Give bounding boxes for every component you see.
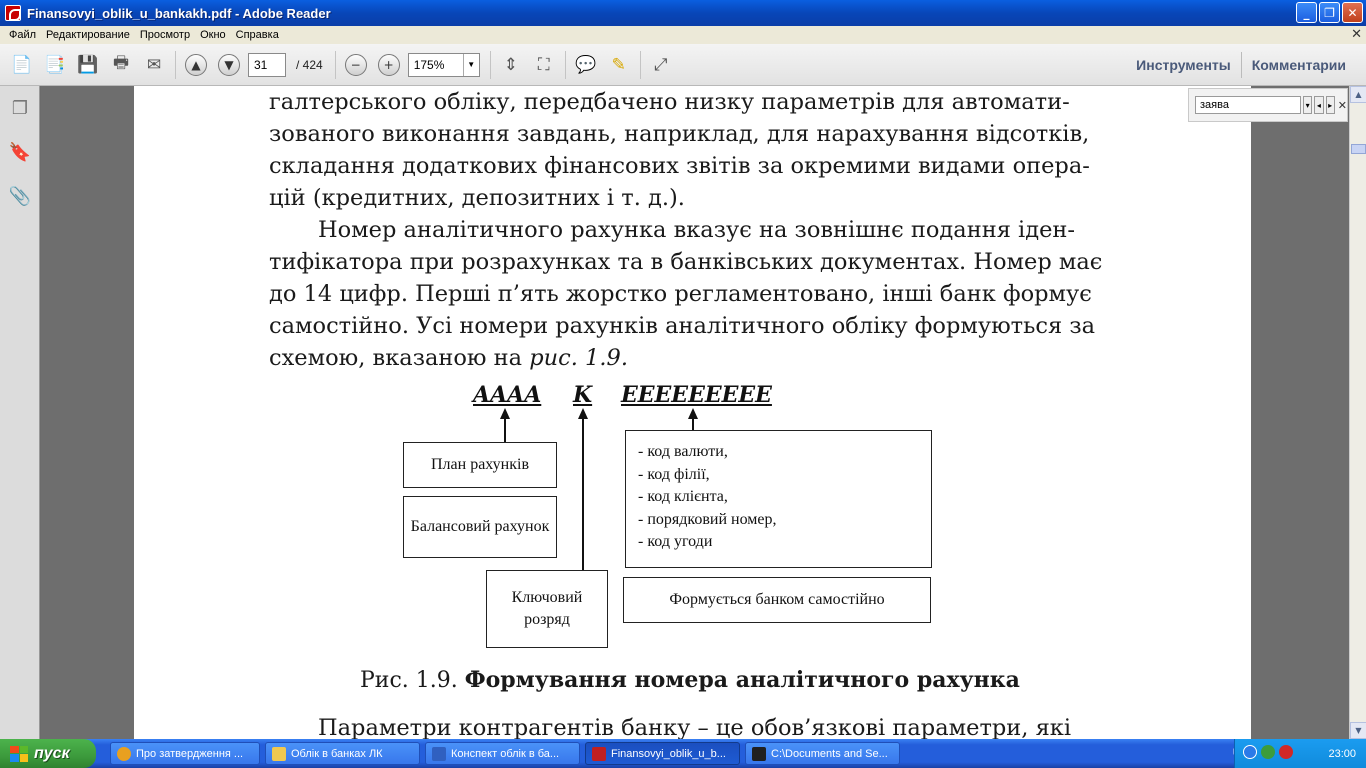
close-icon[interactable]: ✕ [1337,98,1348,112]
fit-width-icon[interactable]: ⇕ [503,54,518,75]
clock: 23:00 [1328,747,1356,760]
find-toolbar [1188,88,1348,122]
page-thumbnails-icon[interactable]: ❐ [11,97,29,119]
folder-icon [272,747,286,761]
document-view[interactable] [41,86,1349,739]
taskbar [0,739,1366,768]
save-icon[interactable]: 💾 [77,54,99,75]
menu-file[interactable]: Файл [9,29,37,41]
menu-window[interactable]: Окно [200,29,226,41]
taskbar-item-label: Облік в банках ЛК [291,747,383,760]
caption-prefix: Рис. 1.9. [360,668,465,693]
adobe-reader-icon [592,747,606,761]
page-total: / 424 [296,57,323,72]
key-digit-box: Ключовий розряд [486,570,608,648]
find-options-icon[interactable]: ▾ [1303,96,1312,114]
attachments-icon[interactable]: 📎 [8,185,32,207]
sticky-note-icon[interactable]: 💬 [575,54,597,75]
taskbar-item[interactable] [745,742,900,765]
scroll-up-icon[interactable]: ▲ [1350,86,1366,103]
zoom-select[interactable] [408,53,480,77]
taskbar-item[interactable] [585,742,740,765]
list-item: - код угоди [638,533,713,550]
full-screen-icon[interactable]: ⤢ [653,54,668,75]
find-previous-button[interactable]: ◂ [1314,96,1323,114]
menu-help[interactable]: Справка [235,29,279,41]
flag-part [20,754,29,762]
menu-edit[interactable]: Редактирование [46,29,130,41]
text-line: зованого виконання завдань, наприклад, для нарахування відсотків, [269,121,1090,147]
fit-page-icon[interactable]: ⛶ [537,54,550,75]
close-button[interactable]: ✕ [1342,2,1363,23]
text-line: галтерського обліку, передбачено низку параметрів для автомати- [269,89,1070,115]
text-line: цій (кредитних, депозитних і т. д.). [269,185,685,211]
minus-icon: − [345,54,367,76]
adobe-reader-icon [5,5,21,21]
code-segment-k: K [573,382,593,408]
zoom-in-button[interactable] [375,51,403,79]
arrow-up-icon: ▲ [185,54,207,76]
text-line: Номер аналітичного рахунка вказує на зовнішнє подання іден- [318,217,1076,243]
menu-bar [0,26,1366,44]
minimize-button[interactable]: _ [1296,2,1317,23]
balance-account-box: Балансовий рахунок [403,496,557,558]
toolbar-separator [490,51,491,79]
text-line: складання додаткових фінансових звітів за окремими видами опера- [269,153,1090,179]
sync-icon[interactable] [1261,745,1275,759]
text-line: до 14 цифр. Перші п’ять жорстко регламентовано, інші банк формує [269,281,1092,307]
zoom-value: 175% [413,57,445,72]
email-icon[interactable]: ✉ [146,54,162,75]
window-title: Finansovyi_oblik_u_bankakh.pdf - Adobe Reader [27,5,331,21]
bookmarks-icon[interactable]: 🔖 [8,141,32,163]
taskbar-item-label: Конспект облік в ба... [451,747,560,760]
text-line: самостійно. Усі номери рахунків аналітичного обліку формуються за [269,313,1096,339]
toolbar-separator [335,51,336,79]
list-item: - код філії, [638,465,710,483]
code-segment-aaaa: AAAA [473,382,542,408]
connector-line [504,418,506,442]
taskbar-item[interactable] [425,742,580,765]
connector-line [582,418,584,570]
text-line: Параметри контрагентів банку – це обов’язкові параметри, які [318,715,1072,739]
prev-page-button[interactable] [182,51,210,79]
word-icon [432,747,446,761]
taskbar-item-label: Про затвердження ... [136,747,244,760]
system-tray [1234,739,1366,768]
plus-icon: + [378,54,400,76]
arrow-down-icon: ▼ [218,54,240,76]
windows-logo-icon [10,746,28,762]
combine-pdf-icon[interactable]: 📑 [44,54,66,75]
taskbar-item-label: C:\Documents and Se... [771,747,888,760]
page-number-input[interactable] [248,53,286,77]
scroll-down-icon[interactable]: ▼ [1350,722,1366,739]
caption-title: Формування номера аналітичного рахунка [464,667,1020,693]
taskbar-item[interactable] [110,742,260,765]
text-fragment: схемою, вказаною на [269,345,530,371]
highlight-text-icon[interactable]: ✎ [611,54,626,75]
text-line [269,345,1064,371]
toolbar-separator [565,51,566,79]
scroll-thumb[interactable] [1351,144,1366,154]
find-input[interactable] [1195,96,1301,114]
menu-view[interactable]: Просмотр [139,29,191,41]
create-pdf-icon[interactable]: 📄 [11,54,33,75]
start-button[interactable] [0,739,96,768]
pdf-page [134,86,1251,739]
comments-panel-button[interactable]: Комментарии [1251,57,1346,73]
figure-reference: рис. 1.9. [529,345,628,371]
seven-zip-icon [752,747,766,761]
network-icon[interactable] [1243,745,1257,759]
restore-button[interactable]: ❐ [1319,2,1340,23]
list-item: - код валюти, [638,443,728,460]
figure-caption [360,667,1020,693]
antivirus-icon[interactable] [1279,745,1293,759]
navigation-pane [0,86,40,739]
flag-part [20,746,29,754]
zoom-out-button[interactable] [342,51,370,79]
close-document-icon[interactable]: ✕ [1351,27,1362,42]
next-page-button[interactable] [215,51,243,79]
vertical-scrollbar[interactable] [1349,86,1366,739]
connector-line [692,418,694,430]
list-item: - код клієнта, [638,488,728,505]
toolbar-separator [640,51,641,79]
plan-accounts-box: План рахунків [403,442,557,488]
code-segment-eeee: EEEEEEEEE [621,382,772,408]
text-line: тифікатора при розрахунках та в банківських документах. Номер має [269,249,1103,275]
print-icon[interactable]: 🖶 [112,53,130,73]
flag-part [10,754,19,762]
chrome-icon [117,747,131,761]
taskbar-item-label: Finansovyi_oblik_u_b... [611,747,726,760]
find-next-button[interactable]: ▸ [1326,96,1335,114]
list-item: - порядковий номер, [638,510,777,528]
start-label: пуск [34,744,70,762]
chevron-down-icon[interactable]: ▼ [463,54,479,76]
tools-panel-button[interactable]: Инструменты [1136,57,1231,73]
toolbar [0,44,1366,86]
toolbar-separator [175,51,176,79]
title-bar [0,0,1366,26]
taskbar-item[interactable] [265,742,420,765]
flag-part [10,746,19,754]
code-parts-box [625,430,932,568]
bank-formed-box: Формується банком самостійно [623,577,931,623]
